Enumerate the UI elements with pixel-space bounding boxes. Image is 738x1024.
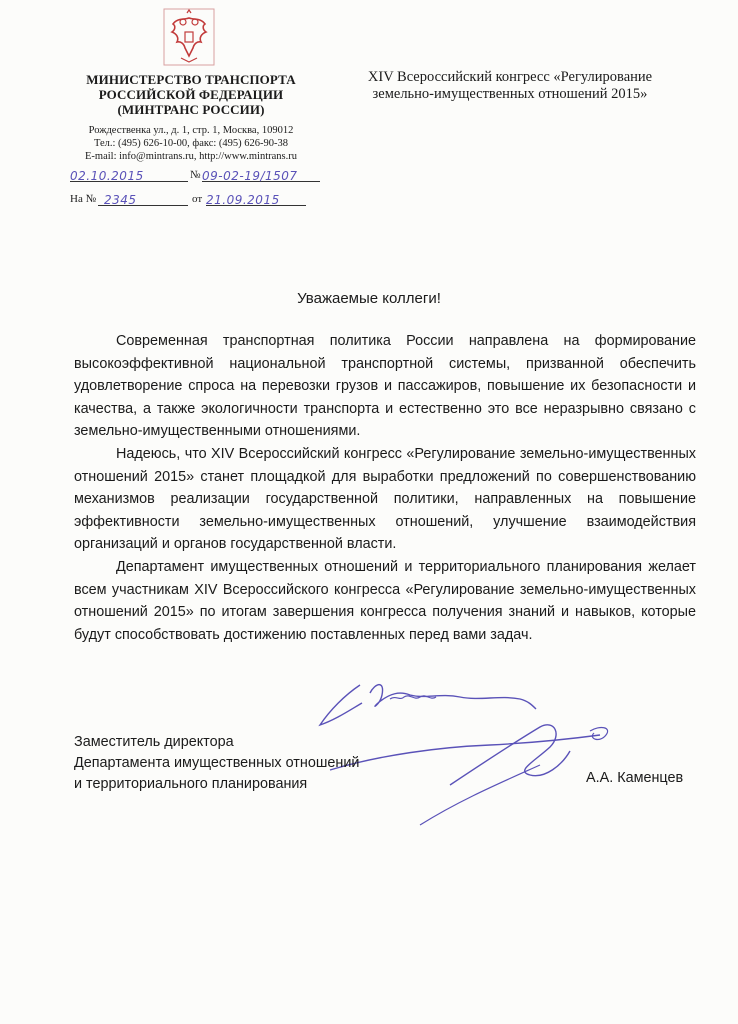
incoming-number-prefix: На №: [70, 193, 97, 205]
phone-line: Тел.: (495) 626-10-00, факс: (495) 626-90-38: [93, 138, 289, 149]
signer-name: А.А. Каменцев: [586, 770, 684, 786]
outgoing-date: 02.10.2015: [70, 169, 144, 183]
incoming-number-field: [98, 191, 188, 206]
ministry-name: [60, 72, 322, 117]
paragraph-2: Надеюсь, что XIV Всероссийский конгресс «Регулирование земельно-имущественных отношений 2015» станет площадкой для выработки предложений по совершенствованию механизмов реализации государственной политики, направленных на повышение эффективности земельно-имущественных отношений, улучшение взаимодействия организаций и органов государственной власти.: [74, 445, 696, 553]
ministry-line-2: РОССИЙСКОЙ ФЕДЕРАЦИИ: [98, 87, 284, 102]
paragraph-1: Современная транспортная политика России направлена на формирование высокоэффективной национальной транспортной системы, призванной обеспечить удовлетворение спроса на перевозки грузов и пассажиров, повышение их безопасности и качества, а также экологичности транспорта и естественно это все неразрывно связано с земельно-имущественными отношениями.: [74, 333, 696, 440]
outgoing-number: 09-02-19/1507: [202, 169, 298, 183]
paragraph-3: Департамент имущественных отношений и территориального планирования желает всем участникам XIV Всероссийского конгресса «Регулирование земельно-имущественных отношений 2015» по итогам завершения конгресса получения знаний и навыков, которые будут способствовать достижению поставленных перед вами задач.: [74, 558, 696, 643]
addressee-line-1: XIV Всероссийский конгресс «Регулирование: [367, 69, 653, 85]
ministry-contacts: [60, 124, 322, 163]
email-line: E-mail: info@mintrans.ru, http://www.mintrans.ru: [85, 151, 297, 162]
signer-title-line-3: и территориального планирования: [74, 776, 308, 792]
incoming-from-prefix: от: [192, 193, 203, 205]
signer-title-line-2: Департамента имущественных отношений: [74, 755, 360, 771]
address-line: Рождественка ул., д. 1, стр. 1, Москва, 109012: [88, 125, 294, 136]
signer-title: [74, 732, 434, 795]
coat-of-arms-icon: [163, 8, 215, 66]
outgoing-date-field: [70, 167, 188, 182]
outgoing-number-prefix: №: [190, 169, 201, 181]
addressee-line-2: земельно-имущественных отношений 2015»: [372, 86, 648, 102]
letter-body: [74, 330, 696, 646]
incoming-number: 2345: [104, 193, 137, 207]
incoming-date-field: [206, 191, 306, 206]
ministry-line-3: (МИНТРАНС РОССИИ): [117, 102, 265, 117]
outgoing-number-field: [202, 167, 320, 182]
addressee-header: [335, 69, 685, 103]
signer-title-line-1: Заместитель директора: [74, 734, 234, 750]
ministry-line-1: МИНИСТЕРСТВО ТРАНСПОРТА: [86, 72, 296, 87]
incoming-date: 21.09.2015: [206, 193, 280, 207]
greeting: Уважаемые коллеги!: [297, 290, 441, 307]
